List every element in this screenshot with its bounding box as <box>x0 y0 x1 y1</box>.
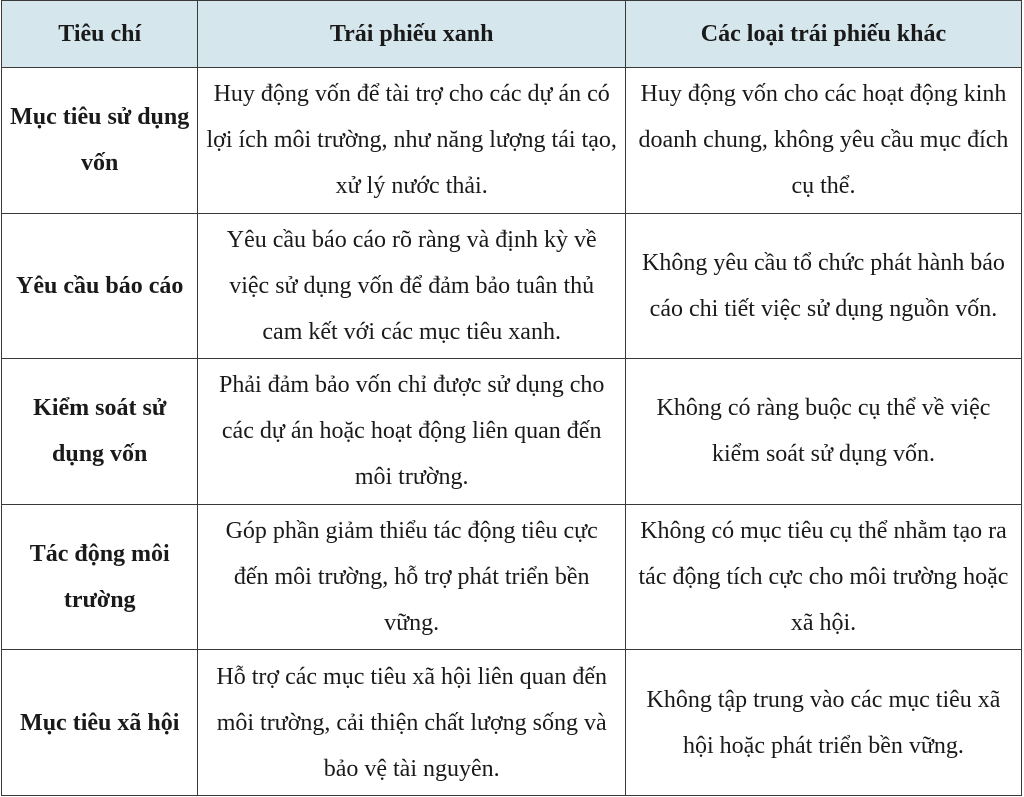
header-row <box>2 1 1022 68</box>
other-bond-cell: Không yêu cầu tổ chức phát hành báo cáo chi tiết việc sử dụng nguồn vốn. <box>625 213 1021 359</box>
criterion-cell: Mục tiêu sử dụng vốn <box>2 68 198 214</box>
table-row <box>2 213 1022 359</box>
other-bond-cell: Không có ràng buộc cụ thể về việc kiểm soát sử dụng vốn. <box>625 359 1021 505</box>
table-body <box>2 68 1022 796</box>
header-criterion: Tiêu chí <box>2 1 198 68</box>
comparison-table <box>1 0 1022 796</box>
criterion-cell: Kiểm soát sử dụng vốn <box>2 359 198 505</box>
table-row <box>2 68 1022 214</box>
green-bond-cell: Yêu cầu báo cáo rõ ràng và định kỳ về việc sử dụng vốn để đảm bảo tuân thủ cam kết với các mục tiêu xanh. <box>198 213 626 359</box>
table-row <box>2 504 1022 650</box>
green-bond-cell: Phải đảm bảo vốn chỉ được sử dụng cho các dự án hoặc hoạt động liên quan đến môi trường. <box>198 359 626 505</box>
other-bond-cell: Huy động vốn cho các hoạt động kinh doanh chung, không yêu cầu mục đích cụ thể. <box>625 68 1021 214</box>
table-header <box>2 1 1022 68</box>
green-bond-cell: Hỗ trợ các mục tiêu xã hội liên quan đến môi trường, cải thiện chất lượng sống và bảo vệ tài nguyên. <box>198 650 626 796</box>
header-other-bonds: Các loại trái phiếu khác <box>625 1 1021 68</box>
table-row <box>2 359 1022 505</box>
criterion-cell: Yêu cầu báo cáo <box>2 213 198 359</box>
criterion-cell: Mục tiêu xã hội <box>2 650 198 796</box>
other-bond-cell: Không tập trung vào các mục tiêu xã hội hoặc phát triển bền vững. <box>625 650 1021 796</box>
green-bond-cell: Góp phần giảm thiểu tác động tiêu cực đến môi trường, hỗ trợ phát triển bền vững. <box>198 504 626 650</box>
other-bond-cell: Không có mục tiêu cụ thể nhằm tạo ra tác động tích cực cho môi trường hoặc xã hội. <box>625 504 1021 650</box>
header-green-bonds: Trái phiếu xanh <box>198 1 626 68</box>
table-row <box>2 650 1022 796</box>
green-bond-cell: Huy động vốn để tài trợ cho các dự án có lợi ích môi trường, như năng lượng tái tạo, xử lý nước thải. <box>198 68 626 214</box>
criterion-cell: Tác động môi trường <box>2 504 198 650</box>
